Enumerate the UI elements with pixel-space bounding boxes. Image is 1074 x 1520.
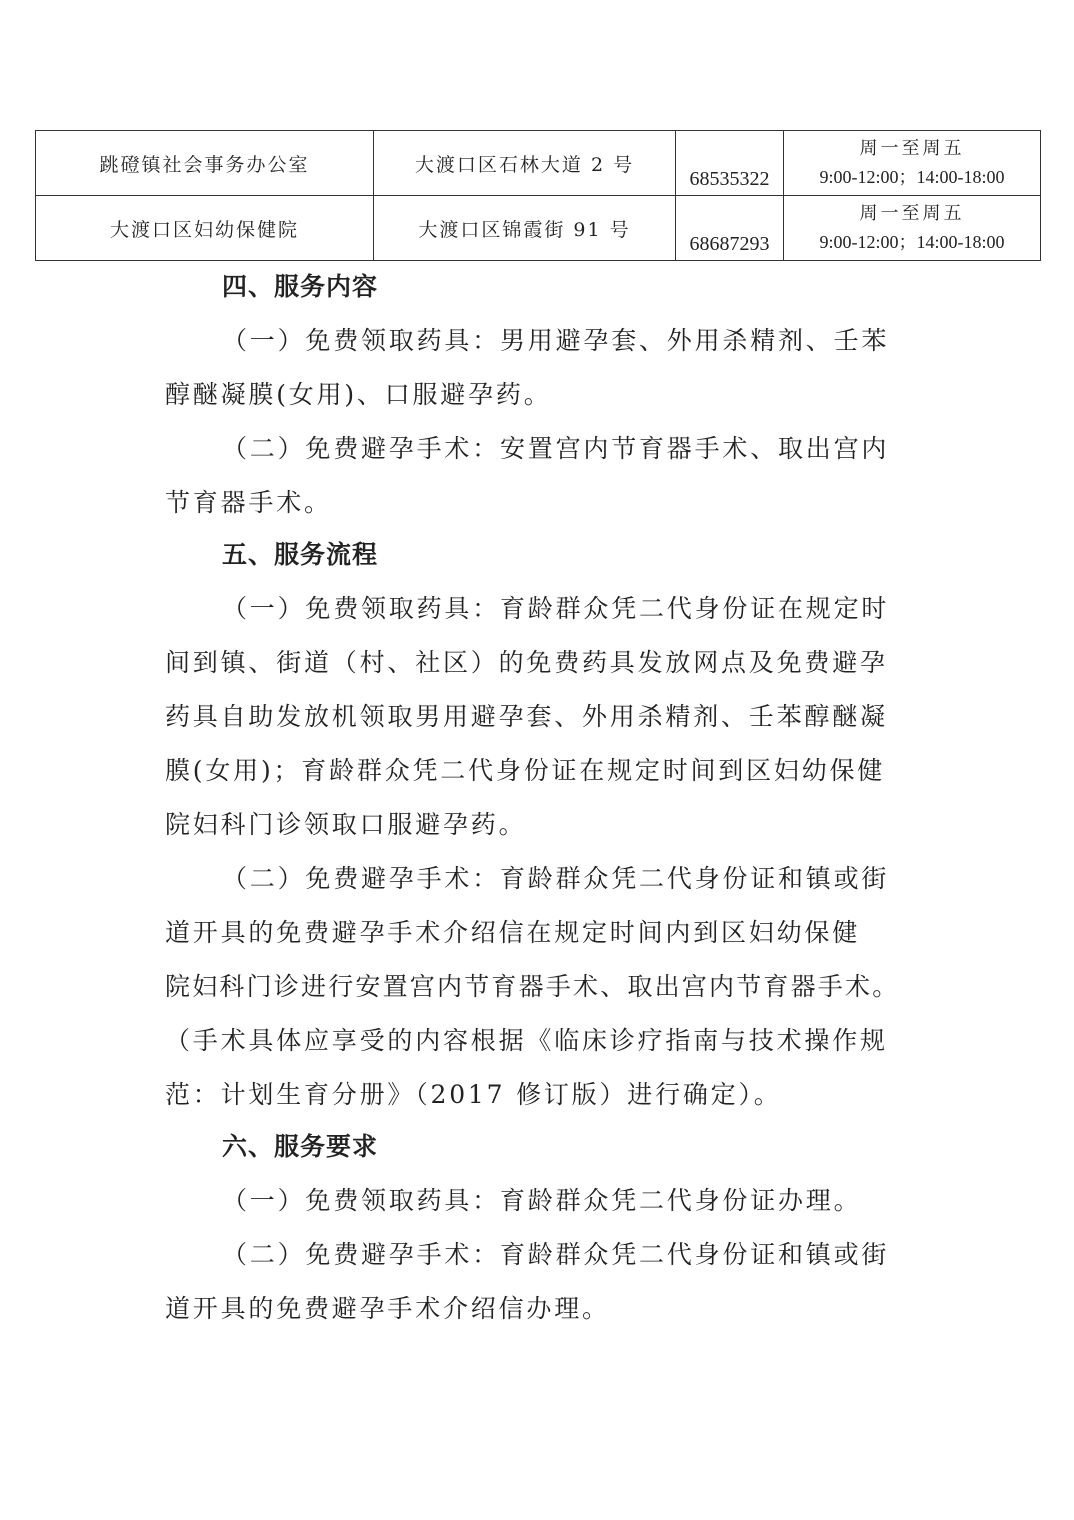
paragraph-line: 醇醚凝膜(女用)、口服避孕药。 bbox=[165, 380, 552, 409]
paragraph-line: 膜(女用)；育龄群众凭二代身份证在规定时间到区妇幼保健 bbox=[165, 756, 886, 785]
org-name-cell: 大渡口区妇幼保健院 bbox=[36, 196, 374, 261]
paragraph-line: 范：计划生育分册》（2017 修订版）进行确定）。 bbox=[165, 1080, 782, 1109]
paragraph-line: （二）免费避孕手术：育龄群众凭二代身份证和镇或街 bbox=[222, 864, 890, 893]
paragraph-line: （手术具体应享受的内容根据《临床诊疗指南与技术操作规 bbox=[165, 1026, 888, 1055]
address-cell: 大渡口区锦霞街 91 号 bbox=[374, 196, 676, 261]
hours-time: 9:00-12:00；14:00-18:00 bbox=[819, 167, 1005, 187]
section-heading-service-requirements: 六、服务要求 bbox=[222, 1132, 379, 1161]
section-heading-service-process: 五、服务流程 bbox=[222, 540, 379, 569]
paragraph-line: 节育器手术。 bbox=[165, 488, 332, 517]
phone-cell: 68535322 bbox=[676, 131, 784, 196]
table-row bbox=[36, 131, 1041, 196]
hours-days: 周一至周五 bbox=[859, 138, 965, 159]
phone-cell: 68687293 bbox=[676, 196, 784, 261]
table-row bbox=[36, 196, 1041, 261]
paragraph-line: 院妇科门诊领取口服避孕药。 bbox=[165, 810, 527, 839]
hours-days: 周一至周五 bbox=[859, 203, 965, 224]
paragraph-line: 道开具的免费避孕手术介绍信在规定时间内到区妇幼保健 bbox=[165, 918, 861, 947]
paragraph-line: 药具自助发放机领取男用避孕套、外用杀精剂、壬苯醇醚凝 bbox=[165, 702, 888, 731]
hours-cell bbox=[784, 131, 1041, 196]
hours-time: 9:00-12:00；14:00-18:00 bbox=[819, 232, 1005, 252]
paragraph-line: 间到镇、街道（村、社区）的免费药具发放网点及免费避孕 bbox=[165, 648, 888, 677]
section-heading-service-content: 四、服务内容 bbox=[222, 272, 379, 301]
paragraph-line: 道开具的免费避孕手术介绍信办理。 bbox=[165, 1294, 610, 1323]
paragraph-line: （二）免费避孕手术：安置宫内节育器手术、取出宫内 bbox=[222, 434, 890, 463]
paragraph-line: （一）免费领取药具：男用避孕套、外用杀精剂、壬苯 bbox=[222, 326, 890, 355]
paragraph-line: （一）免费领取药具：育龄群众凭二代身份证办理。 bbox=[222, 1186, 862, 1215]
paragraph-line: 院妇科门诊进行安置宫内节育器手术、取出宫内节育器手术。 bbox=[165, 972, 900, 1001]
address-cell: 大渡口区石林大道 2 号 bbox=[374, 131, 676, 196]
paragraph-line: （一）免费领取药具：育龄群众凭二代身份证在规定时 bbox=[222, 594, 890, 623]
org-name-cell: 跳磴镇社会事务办公室 bbox=[36, 131, 374, 196]
paragraph-line: （二）免费避孕手术：育龄群众凭二代身份证和镇或街 bbox=[222, 1240, 890, 1269]
hours-cell bbox=[784, 196, 1041, 261]
service-contact-table bbox=[35, 130, 1041, 261]
